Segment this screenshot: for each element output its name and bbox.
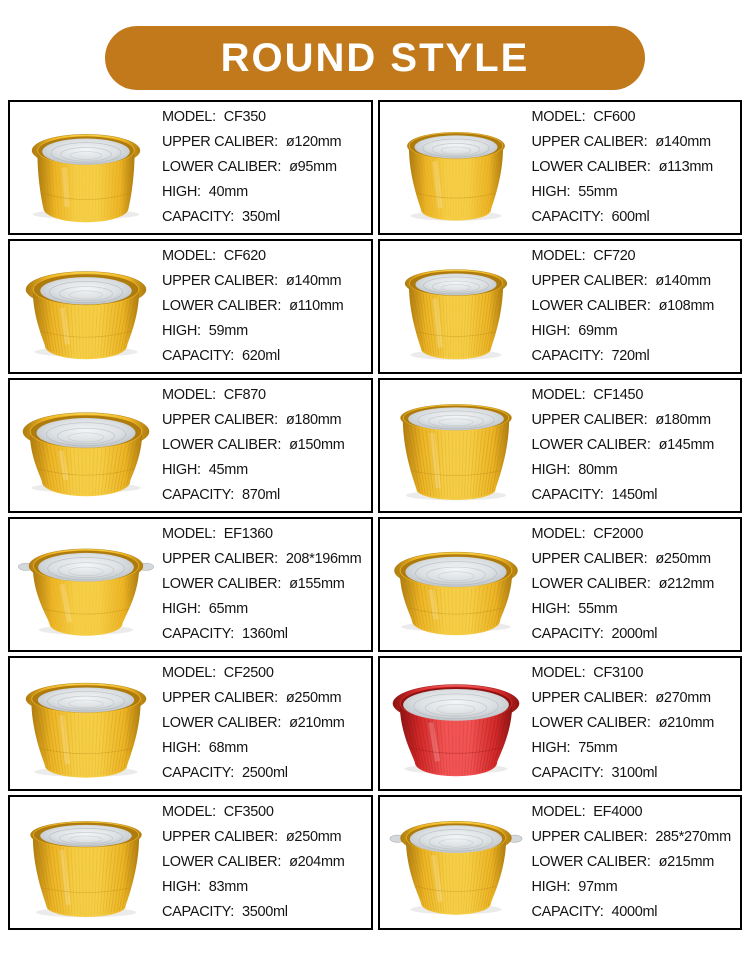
spec-row-lower-caliber — [162, 294, 369, 319]
spec-row-capacity — [162, 900, 369, 925]
spec-row-lower-caliber — [532, 850, 739, 875]
spec-label-model: MODEL: — [532, 526, 586, 542]
foil-container-illustration — [380, 387, 532, 505]
product-specs — [162, 383, 371, 508]
product-image — [380, 248, 532, 366]
spec-label-high: HIGH: — [162, 462, 201, 478]
spec-value-capacity: 600ml — [611, 209, 649, 225]
spec-label-lower-caliber: LOWER CALIBER: — [162, 298, 281, 314]
spec-value-lower-caliber: ø95mm — [289, 159, 337, 175]
spec-value-model: CF3100 — [593, 665, 643, 681]
product-image — [380, 804, 532, 922]
spec-value-model: CF600 — [593, 109, 635, 125]
spec-label-upper-caliber: UPPER CALIBER: — [162, 412, 278, 428]
spec-label-lower-caliber: LOWER CALIBER: — [162, 437, 281, 453]
spec-value-model: EF1360 — [224, 526, 273, 542]
spec-value-upper-caliber: 285*270mm — [655, 829, 731, 845]
spec-value-model: CF350 — [224, 109, 266, 125]
spec-row-upper-caliber — [162, 825, 369, 850]
spec-label-model: MODEL: — [532, 109, 586, 125]
product-image — [10, 109, 162, 227]
spec-label-capacity: CAPACITY: — [162, 487, 234, 503]
spec-value-upper-caliber: 208*196mm — [286, 551, 362, 567]
spec-value-model: CF620 — [224, 248, 266, 264]
spec-row-lower-caliber — [162, 850, 369, 875]
spec-value-lower-caliber: ø212mm — [659, 576, 714, 592]
spec-value-model: CF720 — [593, 248, 635, 264]
spec-row-high — [532, 875, 739, 900]
spec-value-model: EF4000 — [593, 804, 642, 820]
spec-row-lower-caliber — [162, 711, 369, 736]
product-specs — [162, 800, 371, 925]
product-specs — [532, 800, 741, 925]
spec-label-upper-caliber: UPPER CALIBER: — [162, 829, 278, 845]
foil-container-illustration — [10, 387, 162, 505]
product-card — [378, 378, 743, 513]
spec-value-capacity: 3500ml — [242, 904, 288, 920]
spec-value-capacity: 2500ml — [242, 765, 288, 781]
spec-value-model: CF1450 — [593, 387, 643, 403]
spec-value-high: 40mm — [209, 184, 248, 200]
product-image — [10, 804, 162, 922]
spec-label-model: MODEL: — [532, 665, 586, 681]
spec-row-capacity — [532, 622, 739, 647]
product-card — [8, 656, 373, 791]
spec-label-high: HIGH: — [532, 462, 571, 478]
spec-row-model — [532, 800, 739, 825]
spec-value-lower-caliber: ø110mm — [289, 298, 343, 314]
product-specs — [532, 661, 741, 786]
spec-label-model: MODEL: — [162, 665, 216, 681]
spec-label-upper-caliber: UPPER CALIBER: — [162, 273, 278, 289]
spec-value-model: CF870 — [224, 387, 266, 403]
spec-value-high: 55mm — [578, 601, 617, 617]
spec-value-high: 80mm — [578, 462, 617, 478]
spec-row-model — [162, 383, 369, 408]
spec-value-capacity: 2000ml — [611, 626, 657, 642]
spec-value-lower-caliber: ø215mm — [659, 854, 714, 870]
spec-value-high: 45mm — [209, 462, 248, 478]
spec-label-high: HIGH: — [532, 184, 571, 200]
spec-value-capacity: 720ml — [611, 348, 649, 364]
spec-label-lower-caliber: LOWER CALIBER: — [532, 159, 651, 175]
spec-value-high: 83mm — [209, 879, 248, 895]
spec-value-capacity: 1450ml — [611, 487, 657, 503]
product-row — [8, 517, 742, 652]
spec-row-capacity — [162, 622, 369, 647]
product-image — [380, 665, 532, 783]
spec-row-capacity — [532, 205, 739, 230]
product-row — [8, 795, 742, 930]
spec-value-lower-caliber: ø155mm — [289, 576, 344, 592]
spec-value-high: 59mm — [209, 323, 248, 339]
spec-row-model — [162, 800, 369, 825]
spec-label-upper-caliber: UPPER CALIBER: — [532, 829, 648, 845]
spec-label-upper-caliber: UPPER CALIBER: — [532, 273, 648, 289]
foil-container-illustration — [10, 109, 162, 227]
product-card — [378, 100, 743, 235]
foil-container-illustration — [380, 526, 532, 644]
spec-label-lower-caliber: LOWER CALIBER: — [532, 854, 651, 870]
spec-label-capacity: CAPACITY: — [532, 348, 604, 364]
spec-value-lower-caliber: ø210mm — [289, 715, 344, 731]
spec-value-capacity: 1360ml — [242, 626, 288, 642]
product-row — [8, 239, 742, 374]
spec-row-model — [162, 244, 369, 269]
spec-value-model: CF2000 — [593, 526, 643, 542]
product-card — [378, 795, 743, 930]
spec-row-upper-caliber — [162, 269, 369, 294]
spec-row-capacity — [162, 483, 369, 508]
spec-row-lower-caliber — [532, 433, 739, 458]
spec-label-capacity: CAPACITY: — [162, 904, 234, 920]
spec-value-capacity: 350ml — [242, 209, 280, 225]
spec-label-lower-caliber: LOWER CALIBER: — [532, 298, 651, 314]
spec-value-lower-caliber: ø150mm — [289, 437, 344, 453]
product-image — [380, 526, 532, 644]
spec-row-capacity — [532, 900, 739, 925]
spec-label-upper-caliber: UPPER CALIBER: — [532, 551, 648, 567]
spec-row-high — [162, 597, 369, 622]
product-specs — [162, 244, 371, 369]
product-specs — [532, 244, 741, 369]
spec-row-model — [162, 661, 369, 686]
spec-label-high: HIGH: — [162, 740, 201, 756]
product-specs — [162, 661, 371, 786]
spec-label-high: HIGH: — [162, 601, 201, 617]
foil-container-illustration — [10, 248, 162, 366]
spec-value-high: 97mm — [578, 879, 617, 895]
spec-label-high: HIGH: — [162, 879, 201, 895]
spec-label-model: MODEL: — [162, 109, 216, 125]
spec-row-high — [162, 180, 369, 205]
spec-row-lower-caliber — [532, 711, 739, 736]
spec-value-upper-caliber: ø250mm — [655, 551, 710, 567]
spec-label-upper-caliber: UPPER CALIBER: — [532, 134, 648, 150]
spec-row-model — [532, 105, 739, 130]
spec-row-high — [532, 319, 739, 344]
spec-value-capacity: 4000ml — [611, 904, 657, 920]
spec-label-capacity: CAPACITY: — [532, 209, 604, 225]
spec-row-capacity — [162, 761, 369, 786]
spec-value-lower-caliber: ø210mm — [659, 715, 714, 731]
spec-label-upper-caliber: UPPER CALIBER: — [162, 551, 278, 567]
foil-container-illustration — [10, 665, 162, 783]
page-title: ROUND STYLE — [221, 36, 530, 81]
foil-container-illustration — [380, 248, 532, 366]
spec-row-lower-caliber — [162, 433, 369, 458]
spec-value-upper-caliber: ø140mm — [655, 273, 710, 289]
spec-row-upper-caliber — [162, 130, 369, 155]
spec-row-upper-caliber — [162, 408, 369, 433]
spec-label-lower-caliber: LOWER CALIBER: — [532, 715, 651, 731]
spec-value-upper-caliber: ø140mm — [655, 134, 710, 150]
spec-row-upper-caliber — [162, 547, 369, 572]
spec-value-model: CF3500 — [224, 804, 274, 820]
spec-label-upper-caliber: UPPER CALIBER: — [162, 690, 278, 706]
spec-value-high: 65mm — [209, 601, 248, 617]
spec-value-upper-caliber: ø180mm — [286, 412, 341, 428]
spec-row-upper-caliber — [532, 825, 739, 850]
spec-value-upper-caliber: ø120mm — [286, 134, 341, 150]
spec-value-high: 75mm — [578, 740, 617, 756]
foil-container-illustration — [380, 804, 532, 922]
spec-value-high: 55mm — [578, 184, 617, 200]
spec-row-high — [162, 875, 369, 900]
spec-label-lower-caliber: LOWER CALIBER: — [162, 854, 281, 870]
spec-row-high — [532, 736, 739, 761]
product-card — [8, 239, 373, 374]
spec-label-capacity: CAPACITY: — [532, 904, 604, 920]
spec-label-high: HIGH: — [162, 184, 201, 200]
spec-value-high: 69mm — [578, 323, 617, 339]
product-card — [8, 378, 373, 513]
spec-row-lower-caliber — [532, 155, 739, 180]
spec-value-upper-caliber: ø270mm — [655, 690, 710, 706]
product-image — [10, 665, 162, 783]
spec-row-lower-caliber — [162, 572, 369, 597]
spec-row-high — [162, 458, 369, 483]
spec-label-upper-caliber: UPPER CALIBER: — [532, 412, 648, 428]
spec-label-capacity: CAPACITY: — [162, 765, 234, 781]
spec-row-model — [532, 244, 739, 269]
spec-value-lower-caliber: ø108mm — [659, 298, 714, 314]
spec-row-upper-caliber — [532, 130, 739, 155]
product-image — [380, 387, 532, 505]
product-image — [380, 109, 532, 227]
spec-label-high: HIGH: — [162, 323, 201, 339]
product-image — [10, 526, 162, 644]
product-specs — [532, 522, 741, 647]
spec-value-lower-caliber: ø204mm — [289, 854, 344, 870]
spec-label-upper-caliber: UPPER CALIBER: — [162, 134, 278, 150]
spec-row-model — [532, 383, 739, 408]
product-grid — [8, 100, 742, 930]
spec-value-upper-caliber: ø250mm — [286, 690, 341, 706]
spec-row-capacity — [532, 344, 739, 369]
spec-label-model: MODEL: — [162, 387, 216, 403]
spec-row-high — [532, 458, 739, 483]
spec-label-model: MODEL: — [162, 248, 216, 264]
spec-row-model — [162, 105, 369, 130]
spec-label-model: MODEL: — [532, 387, 586, 403]
product-specs — [162, 105, 371, 230]
spec-row-upper-caliber — [532, 408, 739, 433]
spec-row-capacity — [532, 761, 739, 786]
product-card — [8, 517, 373, 652]
product-row — [8, 100, 742, 235]
spec-label-model: MODEL: — [532, 804, 586, 820]
spec-row-lower-caliber — [532, 572, 739, 597]
spec-row-high — [532, 180, 739, 205]
foil-container-illustration — [10, 804, 162, 922]
spec-value-upper-caliber: ø180mm — [655, 412, 710, 428]
spec-label-capacity: CAPACITY: — [162, 626, 234, 642]
spec-label-model: MODEL: — [532, 248, 586, 264]
spec-value-lower-caliber: ø113mm — [659, 159, 713, 175]
spec-row-lower-caliber — [162, 155, 369, 180]
spec-value-upper-caliber: ø250mm — [286, 829, 341, 845]
spec-row-model — [162, 522, 369, 547]
spec-label-high: HIGH: — [532, 323, 571, 339]
spec-row-high — [532, 597, 739, 622]
product-card — [378, 239, 743, 374]
spec-label-upper-caliber: UPPER CALIBER: — [532, 690, 648, 706]
spec-label-capacity: CAPACITY: — [162, 209, 234, 225]
spec-value-capacity: 870ml — [242, 487, 280, 503]
spec-value-upper-caliber: ø140mm — [286, 273, 341, 289]
spec-label-capacity: CAPACITY: — [532, 626, 604, 642]
spec-row-upper-caliber — [532, 547, 739, 572]
product-card — [378, 656, 743, 791]
product-row — [8, 378, 742, 513]
spec-row-capacity — [162, 205, 369, 230]
foil-container-illustration — [10, 526, 162, 644]
spec-value-capacity: 3100ml — [611, 765, 657, 781]
product-card — [8, 100, 373, 235]
spec-label-lower-caliber: LOWER CALIBER: — [162, 159, 281, 175]
spec-label-capacity: CAPACITY: — [162, 348, 234, 364]
product-card — [378, 517, 743, 652]
product-specs — [162, 522, 371, 647]
spec-label-high: HIGH: — [532, 601, 571, 617]
spec-label-model: MODEL: — [162, 804, 216, 820]
spec-label-lower-caliber: LOWER CALIBER: — [532, 437, 651, 453]
foil-container-illustration — [380, 109, 532, 227]
spec-row-upper-caliber — [532, 686, 739, 711]
product-image — [10, 387, 162, 505]
spec-label-high: HIGH: — [532, 740, 571, 756]
spec-label-lower-caliber: LOWER CALIBER: — [532, 576, 651, 592]
spec-label-lower-caliber: LOWER CALIBER: — [162, 576, 281, 592]
spec-value-high: 68mm — [209, 740, 248, 756]
spec-row-lower-caliber — [532, 294, 739, 319]
spec-value-model: CF2500 — [224, 665, 274, 681]
spec-label-model: MODEL: — [162, 526, 216, 542]
spec-row-capacity — [532, 483, 739, 508]
spec-label-high: HIGH: — [532, 879, 571, 895]
spec-row-capacity — [162, 344, 369, 369]
product-specs — [532, 105, 741, 230]
product-card — [8, 795, 373, 930]
spec-label-capacity: CAPACITY: — [532, 765, 604, 781]
product-image — [10, 248, 162, 366]
spec-row-model — [532, 522, 739, 547]
spec-value-capacity: 620ml — [242, 348, 280, 364]
spec-row-high — [162, 319, 369, 344]
spec-label-capacity: CAPACITY: — [532, 487, 604, 503]
spec-value-lower-caliber: ø145mm — [659, 437, 714, 453]
spec-row-upper-caliber — [532, 269, 739, 294]
product-row — [8, 656, 742, 791]
spec-row-high — [162, 736, 369, 761]
page-title-banner — [105, 26, 645, 90]
spec-row-model — [532, 661, 739, 686]
foil-container-illustration — [380, 665, 532, 783]
spec-label-lower-caliber: LOWER CALIBER: — [162, 715, 281, 731]
product-specs — [532, 383, 741, 508]
spec-row-upper-caliber — [162, 686, 369, 711]
